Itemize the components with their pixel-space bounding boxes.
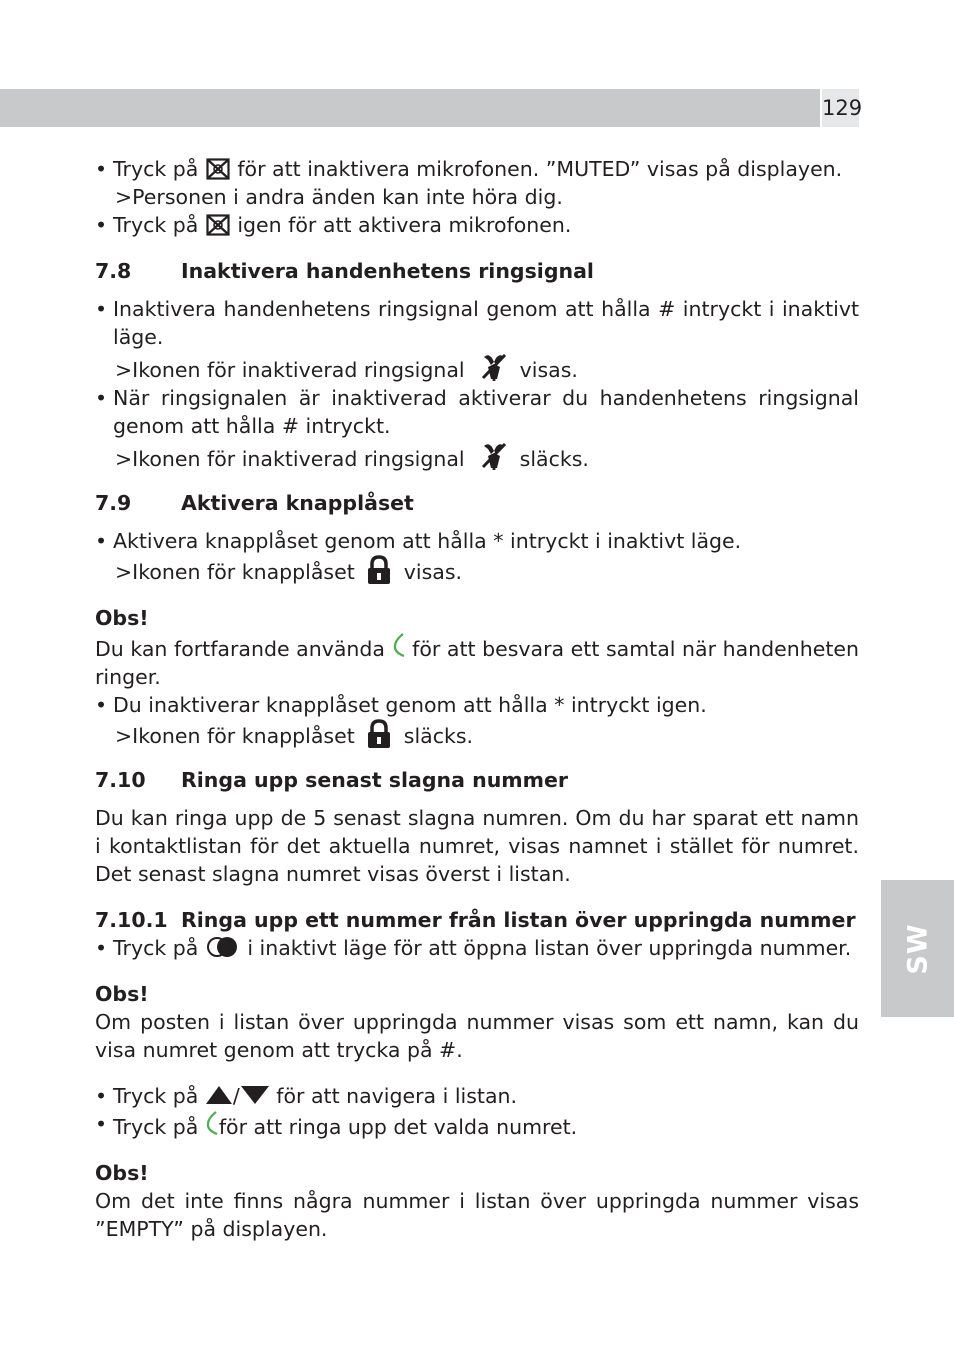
list-item: • Tryck på för att ringa upp det valda numret.: [95, 1110, 859, 1141]
section-heading: 7.8 Inaktivera handenhetens ringsignal: [95, 259, 594, 283]
ringer-off-icon: [479, 351, 509, 381]
list-item: • Inaktivera handenhetens ringsignal genom att hålla # intryckt i inaktivt läge.: [95, 295, 859, 351]
note-text: Om posten i listan över uppringda nummer visas som ett namn, kan du visa numret genom att trycka på #.: [95, 1010, 859, 1062]
mute-icon: [205, 158, 231, 180]
result-line: >Ikonen för inaktiverad ringsignal släcks.: [95, 440, 859, 473]
call-icon: [392, 632, 406, 658]
ringer-off-icon: [479, 440, 509, 470]
page-content: [95, 155, 859, 1243]
paragraph: Du kan ringa upp de 5 senast slagna numren. Om du har sparat ett namn i kontaktlistan för det aktuella numret, visas namnet i stället för numret. Det senast slagna numret visas överst i listan.: [95, 806, 859, 886]
result-line: >Personen i andra änden kan inte höra dig.: [115, 185, 563, 209]
language-tab-label: SW: [902, 922, 933, 975]
call-icon: [205, 1110, 219, 1136]
list-item: • Tryck på / för att navigera i listan.: [95, 1082, 859, 1110]
list-item: • Tryck på igen för att aktivera mikrofonen.: [95, 211, 859, 239]
note-text: Du kan fortfarande använda för att besvara ett samtal när handenheten ringer.: [95, 632, 859, 691]
down-arrow-icon: [240, 1085, 270, 1105]
section-heading: 7.9 Aktivera knapplåset: [95, 491, 414, 515]
note-heading: Obs!: [95, 606, 149, 630]
result-line: >Ikonen för knapplåset släcks.: [95, 719, 859, 750]
result-line: >Ikonen för knapplåset visas.: [95, 555, 859, 586]
language-tab: [881, 880, 954, 1017]
list-item: • Du inaktiverar knapplåset genom att hålla * intryckt igen.: [95, 691, 859, 719]
up-arrow-icon: [205, 1085, 233, 1105]
keylock-icon: [365, 719, 393, 749]
redial-icon: [205, 936, 241, 958]
note-text: Om det inte finns några nummer i listan över uppringda nummer visas ”EMPTY” på displayen.: [95, 1189, 859, 1241]
note-heading: Obs!: [95, 982, 149, 1006]
list-item: • Tryck på för att inaktivera mikrofonen. ”MUTED” visas på displayen.: [95, 155, 859, 183]
list-item: • Tryck på i inaktivt läge för att öppna listan över uppringda nummer.: [95, 934, 859, 962]
header-bar: [0, 89, 820, 127]
list-item: • När ringsignalen är inaktiverad aktiverar du handenhetens ringsignal genom att hålla # intryckt.: [95, 384, 859, 440]
keylock-icon: [365, 555, 393, 585]
list-item: • Aktivera knapplåset genom att hålla * intryckt i inaktivt läge.: [95, 527, 859, 555]
section-heading: 7.10 Ringa upp senast slagna nummer: [95, 768, 569, 792]
page-number: 129: [822, 89, 859, 127]
note-heading: Obs!: [95, 1161, 149, 1185]
result-line: >Ikonen för inaktiverad ringsignal visas.: [95, 351, 859, 384]
section-heading: 7.10.1 Ringa upp ett nummer från listan över uppringda nummer: [95, 908, 856, 932]
mute-icon: [205, 214, 231, 236]
